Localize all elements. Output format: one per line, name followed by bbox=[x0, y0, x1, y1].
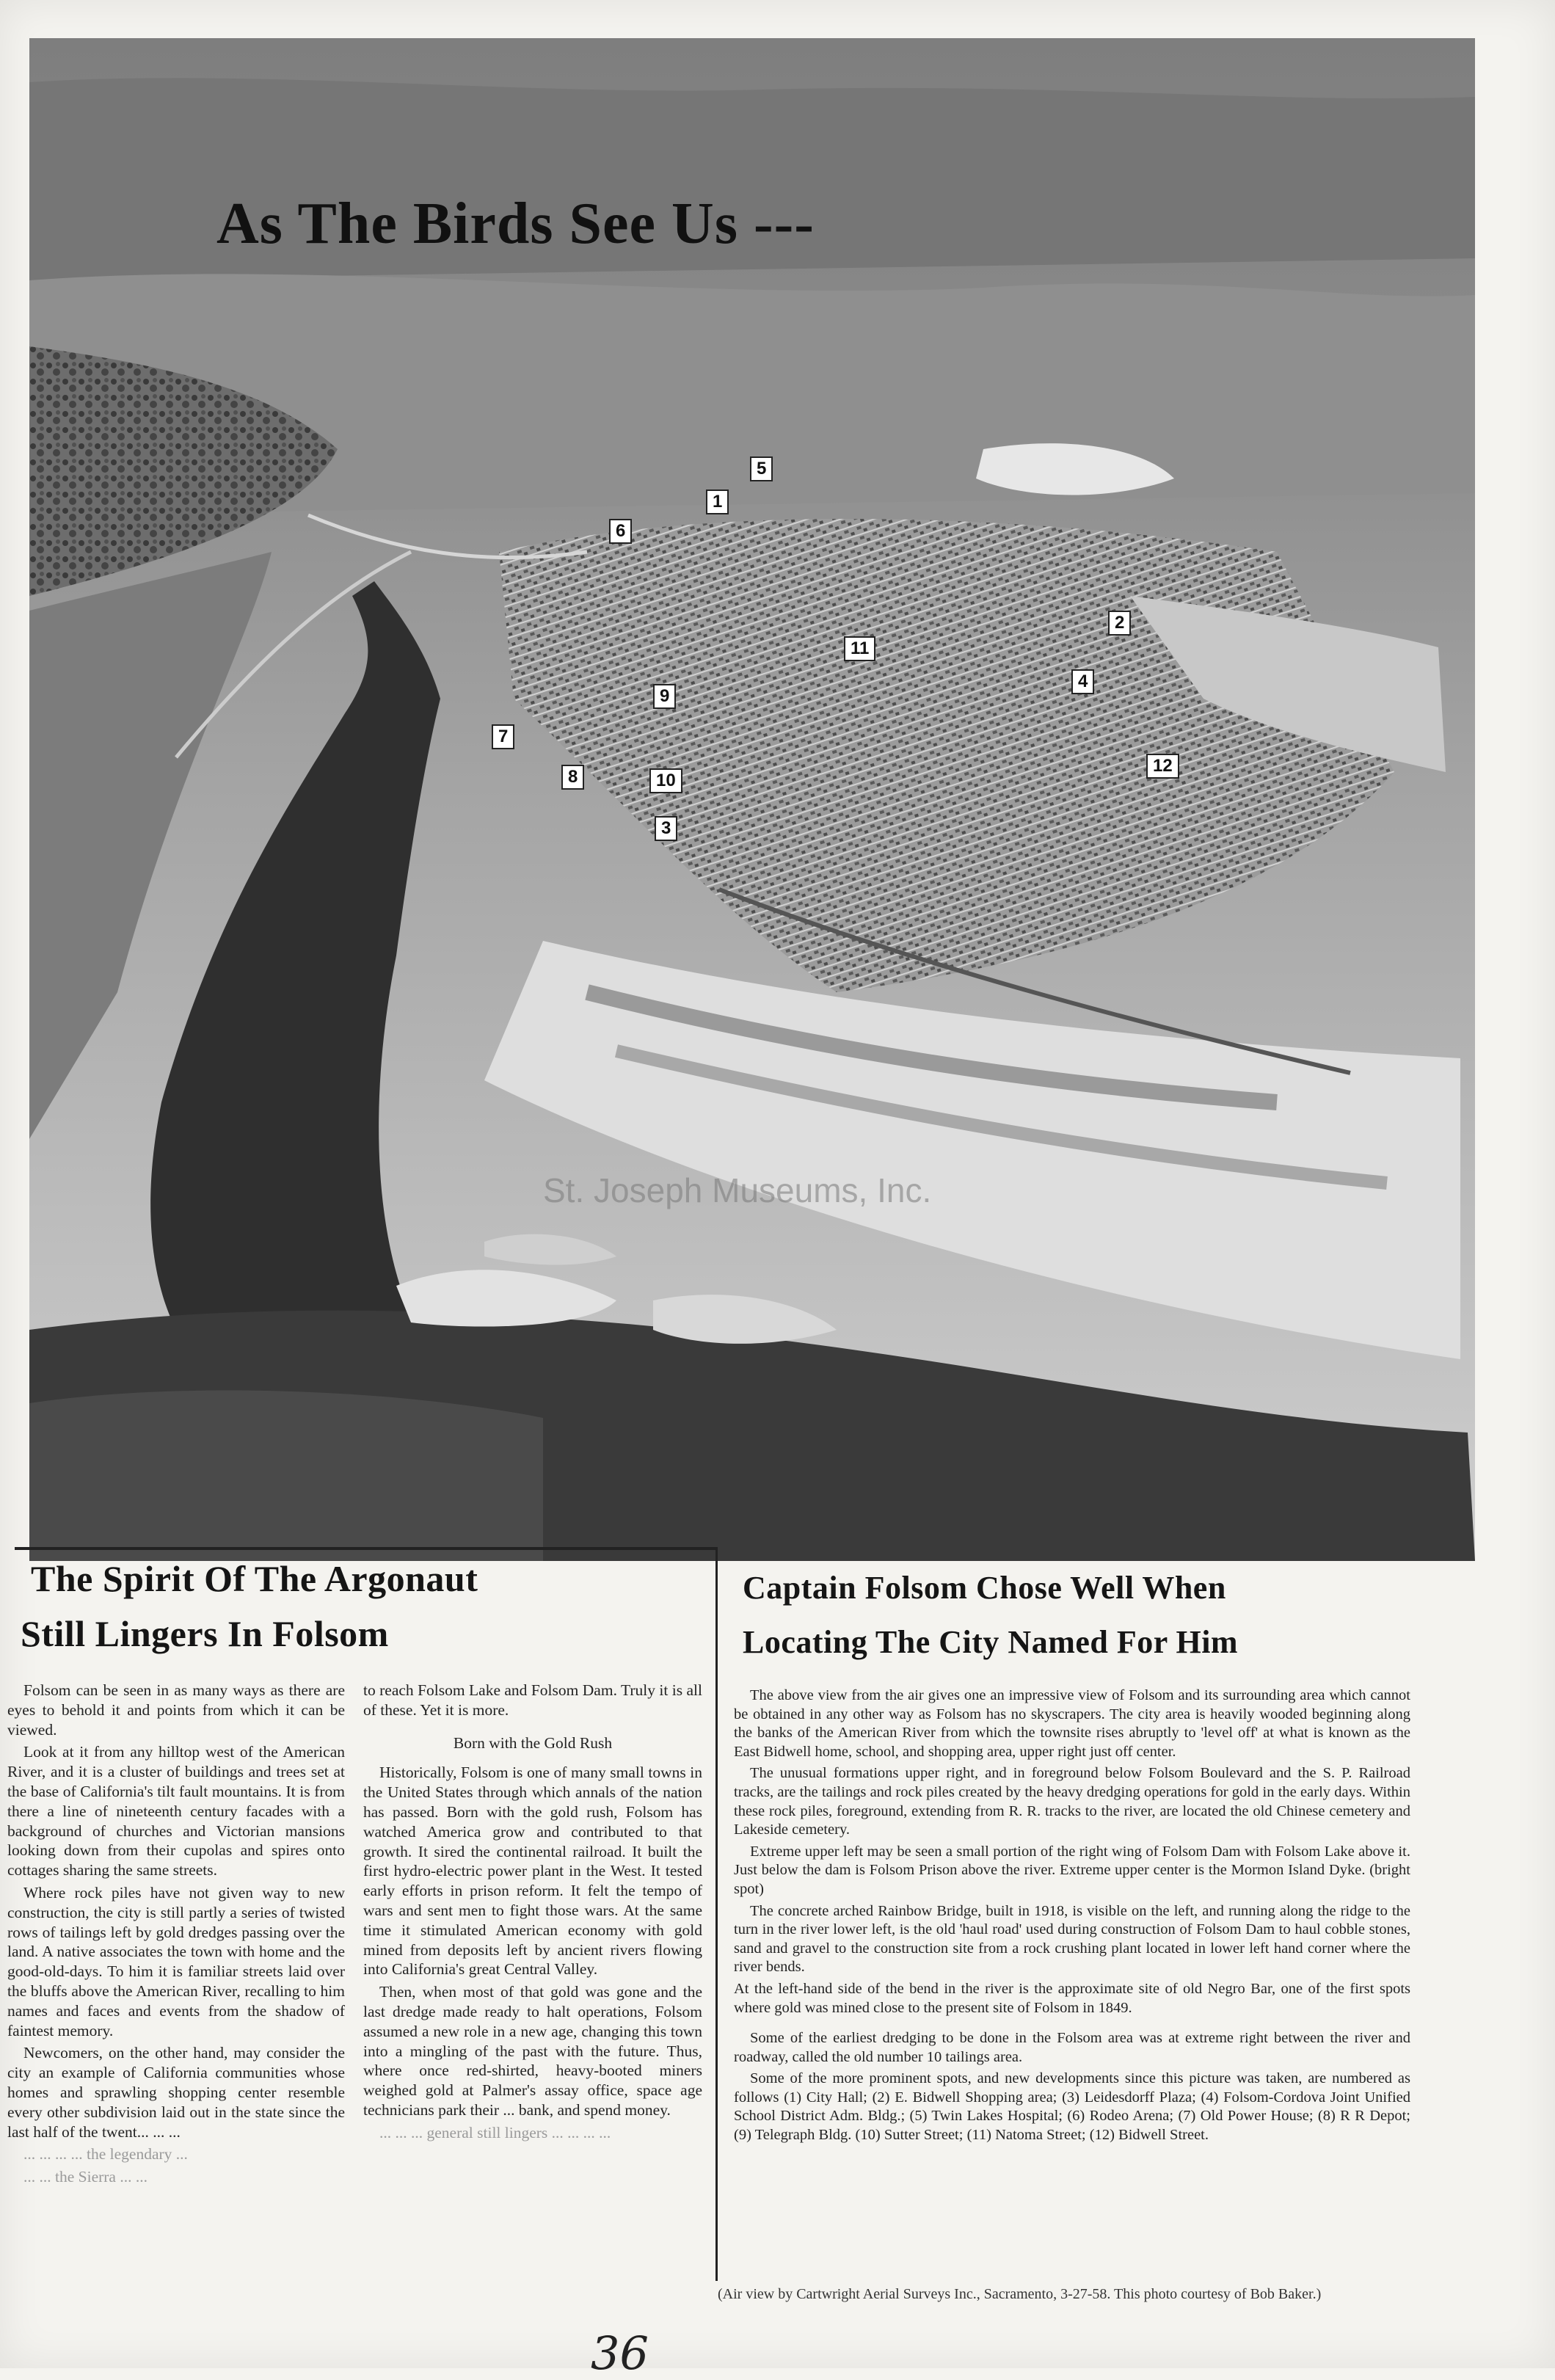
paragraph: The above view from the air gives one an impressive view of Folsom and its surrounding area which cannot be obtained in any other way as Folsom has no skyscrapers. The city area is heavily wooded beginning along the banks of the American River from which the townsite rises abruptly to 'level off' at what is known as the East Bidwell home, school, and shopping area, upper right just off center. bbox=[734, 1687, 1410, 1760]
aerial-photo-graphic bbox=[29, 38, 1475, 1561]
map-marker-9: 9 bbox=[653, 684, 676, 709]
map-marker-6: 6 bbox=[609, 519, 632, 544]
map-marker-5: 5 bbox=[750, 456, 773, 481]
paragraph: Extreme upper left may be seen a small portion of the right wing of Folsom Dam with Folsom Lake above it. Just below the dam is Folsom Prison above the river. Extreme upper center is the Mormon Island Dyke. (bright spot) bbox=[734, 1843, 1410, 1897]
paragraph: Look at it from any hilltop west of the American River, and it is a cluster of buildings and trees set at the base of California's tilt fault mountains. It is from there a line of nineteenth century facades with a background of churches and Victorian mansions looking down from their cupolas and spires onto cottages sharing the same streets. bbox=[7, 1743, 345, 1879]
headline-rule bbox=[15, 1547, 715, 1550]
left-article-column-2 bbox=[363, 1681, 702, 2146]
map-marker-2: 2 bbox=[1108, 611, 1131, 636]
handwritten-page-note: 36 bbox=[591, 2326, 649, 2380]
map-marker-11: 11 bbox=[844, 636, 875, 661]
aerial-photo bbox=[29, 38, 1475, 1561]
map-marker-7: 7 bbox=[492, 724, 514, 749]
right-headline-line-2: Locating The City Named For Him bbox=[743, 1624, 1239, 1660]
watermark: St. Joseph Museums, Inc. bbox=[543, 1171, 932, 1209]
paragraph: Some of the earliest dredging to be done in the Folsom area was at extreme right between the river and roadway, called the old number 10 tailings area. bbox=[734, 2030, 1410, 2065]
paragraph: At the left-hand side of the bend in the river is the approximate site of old Negro Bar, one of the first spots where gold was mined close to the present site of Folsom in 1849. bbox=[734, 1980, 1410, 2016]
map-marker-10: 10 bbox=[649, 768, 682, 793]
paragraph: The concrete arched Rainbow Bridge, built in 1918, is visible on the left, and running along the ridge to the turn in the river lower left, is the old 'haul road' used during construction of Folsom Dam to haul cobble stones, sand and gravel to the construction site from a rock crushing plant located in lower left hand corner where the river bends. bbox=[734, 1902, 1410, 1976]
photo-credit: (Air view by Cartwright Aerial Surveys Inc., Sacramento, 3-27-58. This photo courtesy of Bob Baker.) bbox=[718, 2286, 1322, 2302]
paragraph: Historically, Folsom is one of many small towns in the United States through which annals of the nation has passed. Born with the gold rush, Folsom has watched America grow and contributed to that growth. It sired the continental railroad. It built the first hydro-electric power plant in the West. It tested early efforts in prison reform. It felt the tempo of wars and sent men to fight those wars. At the same time it stimulated American economy with gold mined from deposits left by ancient rivers flowing into California's great Central Valley. bbox=[363, 1764, 702, 1979]
right-headline-line-1: Captain Folsom Chose Well When bbox=[743, 1570, 1226, 1606]
left-headline-line-1: The Spirit Of The Argonaut bbox=[31, 1558, 478, 1599]
map-marker-8: 8 bbox=[561, 765, 584, 790]
map-marker-3: 3 bbox=[655, 816, 677, 841]
photo-title: As The Birds See Us --- bbox=[216, 192, 815, 256]
left-article-column-1 bbox=[7, 1681, 345, 2190]
paragraph: Some of the more prominent spots, and new developments since this picture was taken, are numbered as follows (1) City Hall; (2) E. Bidwell Shopping area; (3) Leidesdorff Plaza; (4) Folsom-Cordova Joint Unified School District Adm. Bldg.; (5) Twin Lakes Hospital; (6) Rodeo Arena; (7) Old Power House; (8) R R Depot; (9) Telegraph Bldg. (10) Sutter Street; (11) Natoma Street; (12) Bidwell Street. bbox=[734, 2070, 1410, 2144]
paragraph-faded: ... ... ... ... the legendary ... bbox=[23, 2145, 188, 2164]
paragraph: Folsom can be seen in as many ways as there are eyes to behold it and points from which it can be viewed. bbox=[7, 1681, 345, 1739]
subhead: Born with the Gold Rush bbox=[453, 1733, 613, 1752]
right-article-body bbox=[734, 1686, 1410, 2148]
paragraph: Where rock piles have not given way to new construction, the city is still partly a series of twisted rows of tailings left by gold dredges passing over the land. A native associates the town with home and the good-old-days. To him it is familiar streets laid over the bluffs above the American River, recalling to him names and faces and events from the shadow of faintest memory. bbox=[7, 1883, 345, 2039]
map-marker-12: 12 bbox=[1146, 754, 1179, 779]
paragraph: Newcomers, on the other hand, may consider the city an example of California communities whose homes and sprawling shopping center resemble every other subdivision laid out in the state since the last half of the twent... ... ... bbox=[7, 2044, 345, 2141]
map-marker-4: 4 bbox=[1071, 669, 1094, 694]
paragraph: Then, when most of that gold was gone and the last dredge made ready to halt operations, Folsom assumed a new role in a new age, changing this town into a mingling of the past with the future. Thus, where once red-shirted, heavy-booted miners weighed gold at Palmer's assay office, space age technicians park their ... bank, and spend money. bbox=[363, 1983, 702, 2119]
map-marker-1: 1 bbox=[706, 490, 729, 514]
left-headline-line-2: Still Lingers In Folsom bbox=[21, 1613, 389, 1654]
column-divider bbox=[715, 1547, 718, 2281]
paragraph-faded: ... ... ... general still lingers ... ... ... ... bbox=[379, 2123, 611, 2141]
paragraph: The unusual formations upper right, and in foreground below Folsom Boulevard and the S. P. Railroad tracks, are the tailings and rock piles created by the heavy dredging operations for gold in the early days. Within these rock piles, foreground, extending from R. R. tracks to the river, are located the old Chinese cemetery and Lakeside cemetery. bbox=[734, 1765, 1410, 1838]
paragraph-continued: to reach Folsom Lake and Folsom Dam. Truly it is all of these. Yet it is more. bbox=[363, 1681, 702, 1719]
paragraph-faded: ... ... the Sierra ... ... bbox=[23, 2168, 148, 2186]
